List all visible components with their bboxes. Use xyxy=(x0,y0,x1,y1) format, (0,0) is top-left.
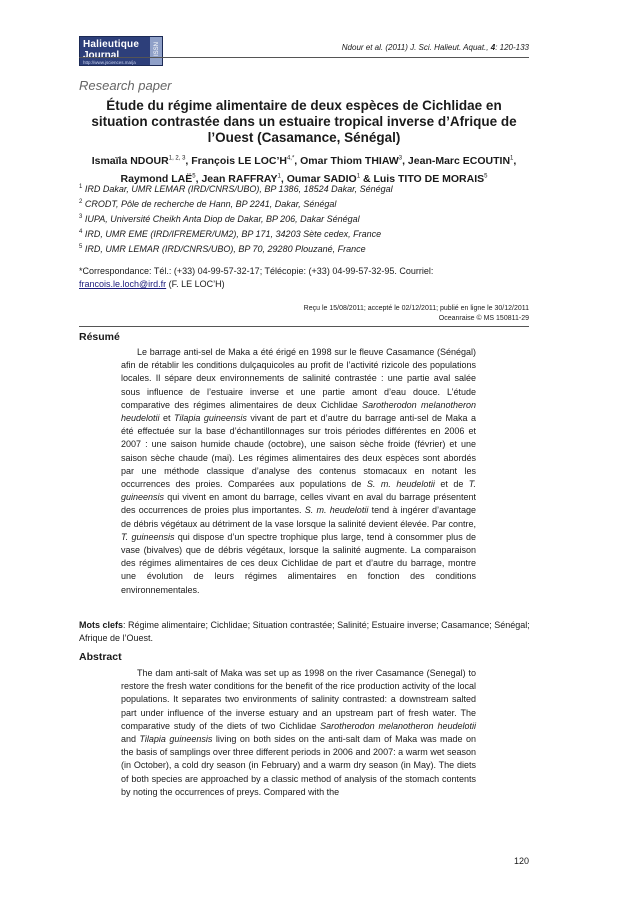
logo-band xyxy=(150,37,162,65)
logo-url: http://www.jsciences.ma/ja xyxy=(83,60,136,65)
abstract-heading: Abstract xyxy=(79,651,122,663)
ref-prefix: Ndour et al. (2011) J. Sci. Halieut. Aquat., xyxy=(341,43,491,52)
ref-volume: 4 xyxy=(490,43,496,52)
author: François LE $LOC’H^{4,*}$, xyxy=(191,154,301,167)
manuscript-id: Oceanraise © MS 150811-29 xyxy=(438,315,529,322)
logo-line2: Journal xyxy=(83,50,120,61)
journal-logo xyxy=(79,36,163,66)
affiliation: $^2$ CRODT, Pôle de recherche de Hann, BP 2241, Dakar, Sénégal xyxy=(79,199,337,209)
ref-pages: : 120-133 xyxy=(495,43,529,52)
received-line: Reçu le 15/08/2011; accepté le 02/12/2011; publié en ligne le 30/12/2011 xyxy=(303,305,529,312)
author: Jean RAFFRAY$^1$, xyxy=(201,173,287,185)
author: Omar Thiom THIAW$^3$, xyxy=(300,154,408,167)
affiliation: $^4$ IRD, UMR EME (IRD/IFREMER/UM2), BP 171, 34203 Sète cedex, France xyxy=(79,229,382,239)
author-list xyxy=(79,150,529,187)
logo-line1: Halieutique xyxy=(83,39,140,50)
article-type: Research paper xyxy=(79,78,172,93)
header-rule xyxy=(79,57,529,58)
affiliation: $^5$ IRD, UMR LEMAR (IRD/CNRS/UBO), BP 70, 29280 Plouzané, France xyxy=(79,244,366,254)
resume-paragraph: Le barrage anti-sel de Maka a été érigé en 1998 sur le fleuve Casamance (Sénégal) afin de rétablir les conditions dulçaquicoles au profit de l’activité rizicole des populations locales. Il sépare deux environnements de salinité contrastée : une partie aval salée sous influence de l’estuaire inverse et une partie amont d’eau douce. L’étude comparative des régimes alimentaires de deux Cichlidae Sarotherodon melanotheron heudelotii et Tilapia guineensis vivant de part et d’autre du barrage anti-sel de Maka a été effectuée sur la base d’échantillonnages sur trois périodes différentes en 2006 et 2007 : une saison humide chaude (octobre), une saison sèche froide (février) et une saison sèche chaude (mai). Les régimes alimentaires des deux espèces sont abordés par une méthode classique d’analyse des contenus stomacaux en notant les occurrences des proies. Comparées aux populations de S. m. heudelotii et de T. guineensis qui vivent en amont du barrage, celles vivant en aval du barrage présentent des occurrences de proies plus importantes. S. m. heudelotii tend à ingérer d’avantage de débris végétaux au détriment de la vase lorsque la salinité devient élevée. Par contre, T. guineensis qui dispose d’un spectre trophique plus large, tend à consommer plus de vase (bivalves) que de débris végétaux, lorsque la salinité augmente. La comparaison des régimes alimentaires de ces deux Cichlidae de part et d’autre du barrage, montre une évolution de leurs régimes alimentaires en fonction des conditions environnementales. xyxy=(121,347,476,595)
article-title: Étude du régime alimentaire de deux espèces de Cichlidae en situation contrastée dans un estuaire tropical inverse d’Afrique de l’Ouest (Casamance, Sénégal) xyxy=(91,98,517,145)
author: Raymond LAË$^5$, xyxy=(120,173,202,185)
section-rule xyxy=(79,326,529,327)
resume-heading: Résumé xyxy=(79,331,120,343)
email-link[interactable]: francois.le.loch@ird.fr xyxy=(79,279,167,289)
correspondence-suffix: (F. LE LOC’H) xyxy=(166,279,225,289)
page-number: 120 xyxy=(513,856,529,866)
author: Jean-Marc ECOUTIN$^1$, xyxy=(407,154,517,167)
received-dates xyxy=(304,304,529,324)
keywords-text: : Régime alimentaire; Cichlidae; Situation contrastée; Salinité; Estuaire inverse; Casamance; Sénégal; Afrique de l’Ouest. xyxy=(79,620,530,643)
abstract-paragraph: The dam anti-salt of Maka was set up as 1998 on the river Casamance (Senegal) to restore the fresh water conditions for the benefit of the rice production activity of the local populations. It separates two environments of salinity contrasted: a downstream salted part under influence of the inverse estuary and an upstream part of fresh water. The comparative study of the diets of two Cichlidae Sarotherodon melanotheron heudelotii and Tilapia guineensis living on both sides on the anti-salt dam of Maka was made on the basis of samplings over three different periods in 2006 and 2007: a warm wet season (in October), a cold dry season (in February) and a warm dry season (in May). The diets of both species are approached by a classic method of analysis of the stomach contents by noting the occurrences of preys. Compared with the xyxy=(121,668,477,797)
correspondence xyxy=(79,265,534,291)
journal-reference xyxy=(342,43,529,52)
author: Ismaïla NDOUR$^{1, 2, 3}$, xyxy=(91,154,192,167)
keywords-label: Mots clefs xyxy=(79,620,124,630)
author: Oumar SADIO$^1$ & xyxy=(286,173,374,185)
author: Luis TITO DE MORAIS$^5$ xyxy=(373,173,488,185)
keywords xyxy=(79,619,534,645)
correspondence-text: *Correspondance: Tél.: (+33) 04-99-57-32-17; Télécopie: (+33) 04-99-57-32-95. Courriel: xyxy=(79,266,434,276)
affiliation: $^3$ IUPA, Université Cheikh Anta Diop de Dakar, BP 206, Dakar Sénégal xyxy=(79,214,360,224)
logo-band-text: ISSN xyxy=(154,41,161,57)
affiliation: $^1$ IRD Dakar, UMR LEMAR (IRD/CNRS/UBO), BP 1386, 18524 Dakar, Sénégal xyxy=(79,184,393,194)
